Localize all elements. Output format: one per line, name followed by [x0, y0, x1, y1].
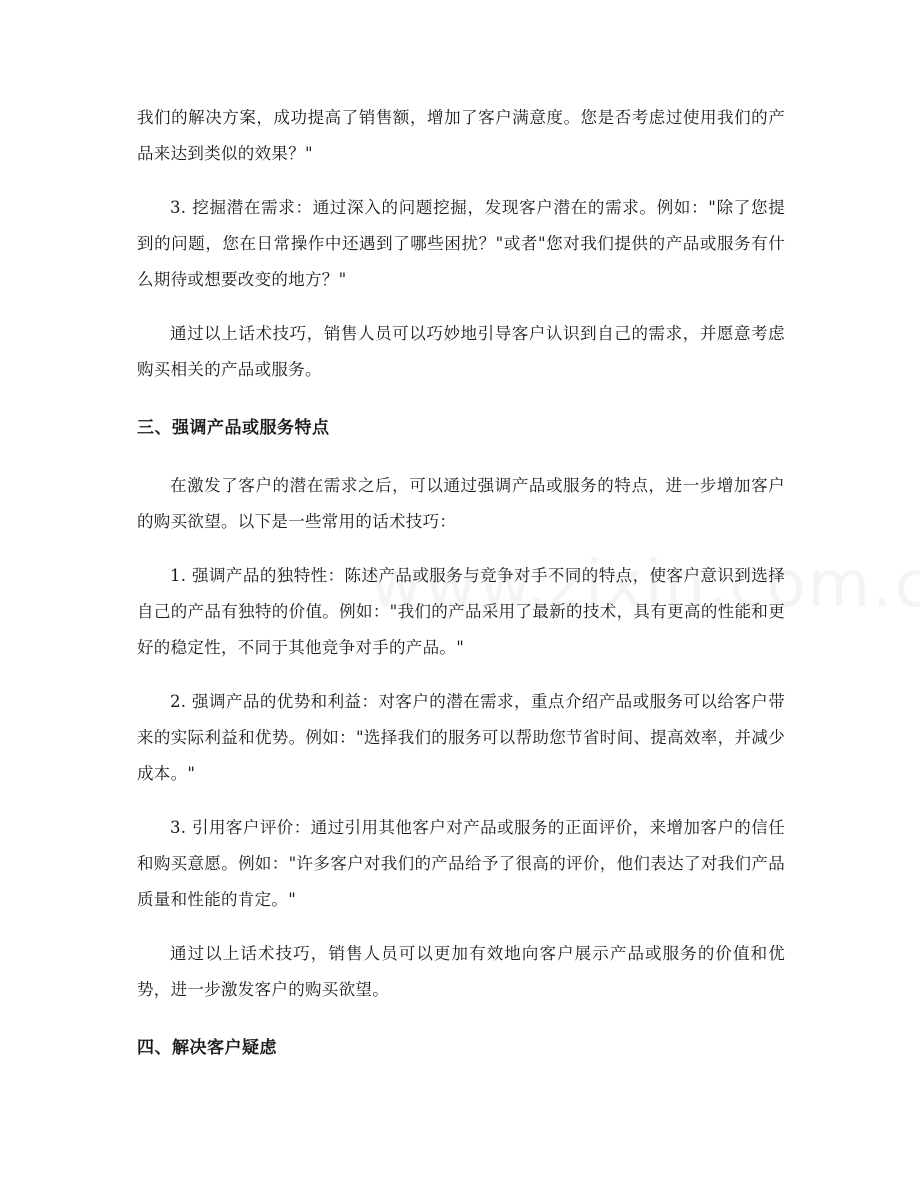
- paragraph-summary-1: 通过以上话术技巧，销售人员可以巧妙地引导客户认识到自己的需求，并愿意考虑购买相关的产品或服务。: [137, 324, 785, 379]
- section-heading-3: 三、强调产品或服务特点: [137, 418, 330, 438]
- paragraph-summary-2: 通过以上话术技巧，销售人员可以更加有效地向客户展示产品或服务的价值和优势，进一步激发客户的购买欲望。: [137, 944, 785, 999]
- document-page: [137, 100, 785, 1066]
- list-item-testimonials: 3. 引用客户评价：通过引用其他客户对产品或服务的正面评价，来增加客户的信任和购买意愿。例如："许多客户对我们的产品给予了很高的评价，他们表达了对我们产品质量和性能的肯定。": [137, 818, 785, 909]
- paragraph-intro: 我们的解决方案，成功提高了销售额，增加了客户满意度。您是否考虑过使用我们的产品来达到类似的效果？": [137, 108, 785, 163]
- paragraph-section3-intro: 在激发了客户的潜在需求之后，可以通过强调产品或服务的特点，进一步增加客户的购买欲望。以下是一些常用的话术技巧：: [137, 476, 785, 531]
- list-item-dig-needs: 3. 挖掘潜在需求：通过深入的问题挖掘，发现客户潜在的需求。例如："除了您提到的问题，您在日常操作中还遇到了哪些困扰？"或者"您对我们提供的产品或服务有什么期待或想要改变的地方？": [137, 198, 785, 289]
- list-item-advantages: 2. 强调产品的优势和利益：对客户的潜在需求，重点介绍产品或服务可以给客户带来的实际利益和优势。例如："选择我们的服务可以帮助您节省时间、提高效率，并减少成本。": [137, 692, 785, 783]
- section-heading-4: 四、解决客户疑虑: [137, 1038, 277, 1058]
- list-item-uniqueness: 1. 强调产品的独特性：陈述产品或服务与竞争对手不同的特点，使客户意识到选择自己的产品有独特的价值。例如："我们的产品采用了最新的技术，具有更高的性能和更好的稳定性，不同于其他竞争对手的产品。": [137, 566, 785, 657]
